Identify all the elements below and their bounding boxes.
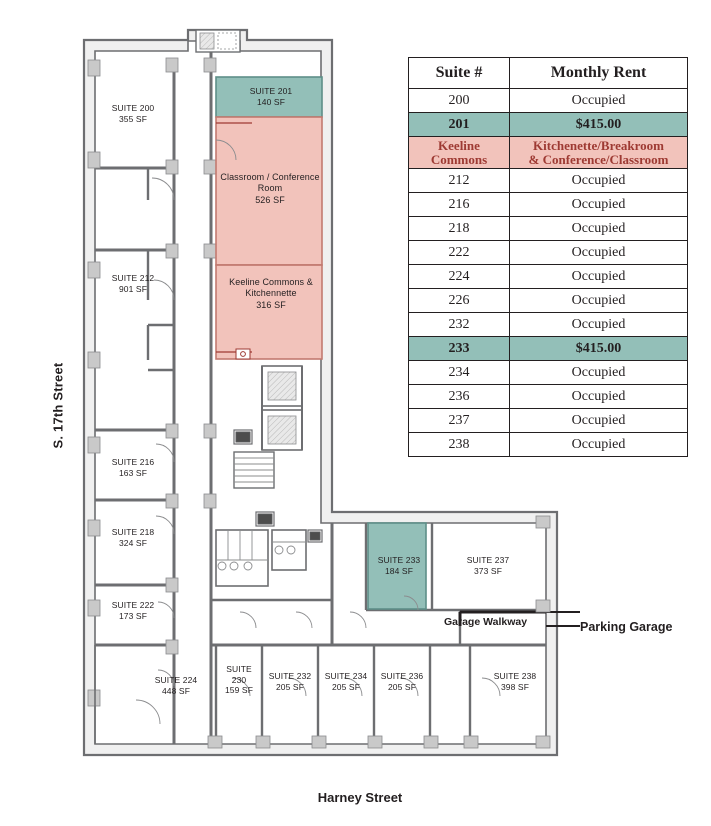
cell-suite: 233 bbox=[409, 337, 510, 361]
room-name: SUITE 216 bbox=[111, 457, 155, 467]
cell-rent: Occupied bbox=[510, 433, 688, 457]
table-row bbox=[409, 385, 688, 409]
room-name: SUITE 232 bbox=[268, 671, 312, 681]
room-area: 316 SF bbox=[256, 299, 286, 310]
room-name: SUITE 237 bbox=[466, 555, 510, 565]
room-name: SUITE 234 bbox=[324, 671, 368, 681]
room-area: 163 SF bbox=[118, 467, 147, 478]
table-header-row bbox=[409, 58, 688, 89]
cell-suite: 237 bbox=[409, 409, 510, 433]
table-row bbox=[409, 137, 688, 169]
room-name: SUITE 236 bbox=[380, 671, 424, 681]
room-area: 159 SF bbox=[224, 685, 253, 696]
cell-suite: 222 bbox=[409, 241, 510, 265]
cell-rent: Occupied bbox=[510, 241, 688, 265]
room-name: SUITE 201 bbox=[249, 86, 293, 96]
street-label-17th: S. 17th Street bbox=[50, 362, 66, 449]
cell-suite: 224 bbox=[409, 265, 510, 289]
room-name: SUITE 224 bbox=[154, 675, 198, 685]
header-rent: Monthly Rent bbox=[510, 58, 688, 89]
table-row bbox=[409, 433, 688, 457]
room-name: SUITE 230 bbox=[226, 664, 252, 685]
cell-rent: Occupied bbox=[510, 265, 688, 289]
cell-suite: 216 bbox=[409, 193, 510, 217]
cell-rent: $415.00 bbox=[510, 113, 688, 137]
room-area: 398 SF bbox=[500, 681, 529, 692]
room-name: SUITE 212 bbox=[111, 273, 155, 283]
table-row bbox=[409, 113, 688, 137]
cell-rent: Occupied bbox=[510, 217, 688, 241]
cell-rent: Occupied bbox=[510, 313, 688, 337]
room-name: SUITE 233 bbox=[377, 555, 421, 565]
table-row bbox=[409, 313, 688, 337]
table-row bbox=[409, 361, 688, 385]
room-area: 140 SF bbox=[256, 96, 285, 107]
room-area: 324 SF bbox=[118, 537, 147, 548]
header-suite: Suite # bbox=[409, 58, 510, 89]
cell-suite: 232 bbox=[409, 313, 510, 337]
table-row bbox=[409, 89, 688, 113]
table-row bbox=[409, 337, 688, 361]
cell-rent: Kitchenette/Breakroom & Conference/Classroom bbox=[510, 137, 688, 169]
table-row bbox=[409, 265, 688, 289]
street-label-harney: Harney Street bbox=[317, 790, 403, 805]
parking-garage-label: Parking Garage bbox=[580, 620, 673, 634]
table-row bbox=[409, 409, 688, 433]
cell-rent: $415.00 bbox=[510, 337, 688, 361]
cell-rent: Occupied bbox=[510, 169, 688, 193]
room-name: SUITE 200 bbox=[111, 103, 155, 113]
cell-rent: Occupied bbox=[510, 361, 688, 385]
room-name: SUITE 222 bbox=[111, 600, 155, 610]
table-row bbox=[409, 169, 688, 193]
room-name: Keeline Commons & Kitchennette bbox=[229, 277, 313, 299]
table-row bbox=[409, 241, 688, 265]
room-area: 205 SF bbox=[387, 681, 416, 692]
room-name: SUITE 218 bbox=[111, 527, 155, 537]
cell-rent: Occupied bbox=[510, 385, 688, 409]
cell-suite: 234 bbox=[409, 361, 510, 385]
cell-rent: Occupied bbox=[510, 289, 688, 313]
cell-rent: Occupied bbox=[510, 409, 688, 433]
room-area: 526 SF bbox=[255, 194, 285, 205]
room-name: SUITE 238 bbox=[493, 671, 537, 681]
room-area: 448 SF bbox=[161, 685, 190, 696]
cell-suite: Keeline Commons bbox=[409, 137, 510, 169]
cell-suite: 201 bbox=[409, 113, 510, 137]
cell-suite: 212 bbox=[409, 169, 510, 193]
cell-suite: 218 bbox=[409, 217, 510, 241]
cell-suite: 200 bbox=[409, 89, 510, 113]
room-area: 373 SF bbox=[473, 565, 502, 576]
room-area: 901 SF bbox=[118, 283, 147, 294]
room-area: 205 SF bbox=[275, 681, 304, 692]
room-name: Classroom / Conference Room bbox=[220, 172, 320, 194]
room-area: 355 SF bbox=[118, 113, 147, 124]
room-area: 184 SF bbox=[384, 565, 413, 576]
room-area: 205 SF bbox=[331, 681, 360, 692]
room-area: 173 SF bbox=[118, 610, 147, 621]
monthly-rent-table bbox=[408, 57, 688, 457]
garage-walkway-label: Garage Walkway bbox=[444, 616, 528, 628]
table-row bbox=[409, 217, 688, 241]
cell-suite: 238 bbox=[409, 433, 510, 457]
cell-suite: 226 bbox=[409, 289, 510, 313]
table-row bbox=[409, 289, 688, 313]
cell-suite: 236 bbox=[409, 385, 510, 409]
cell-rent: Occupied bbox=[510, 193, 688, 217]
cell-rent: Occupied bbox=[510, 89, 688, 113]
table-row bbox=[409, 193, 688, 217]
